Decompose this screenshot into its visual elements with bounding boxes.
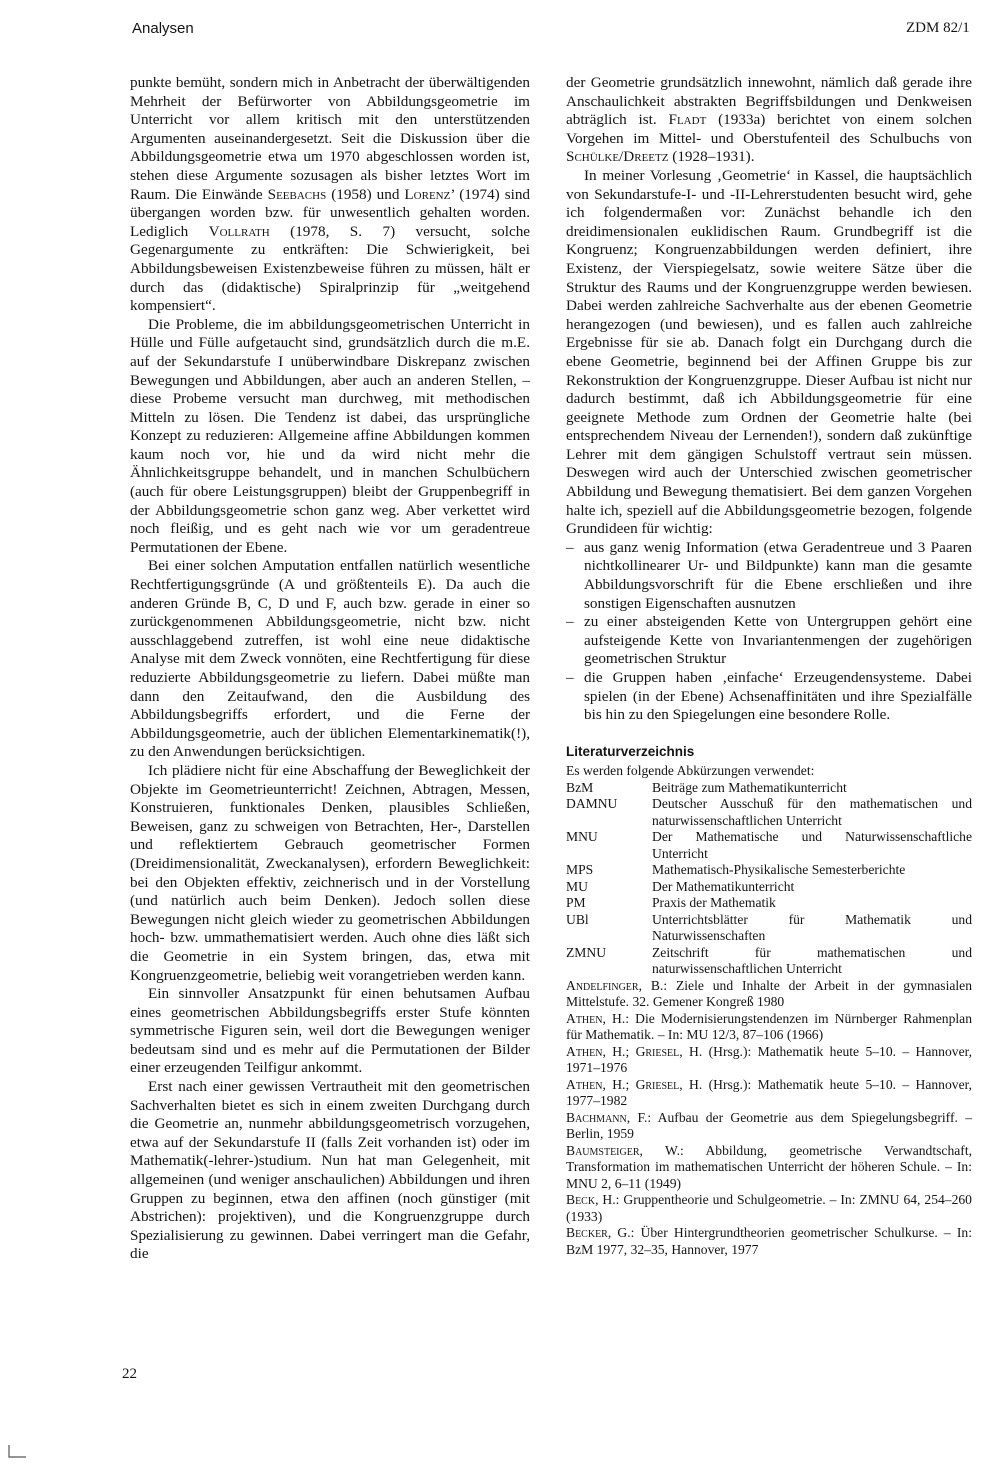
reference-entry: Athen, H.; Griesel, H. (Hrsg.): Mathematik heute 5–10. – Hannover, 1971–1976 [566,1043,972,1076]
running-head-section: Analysen [132,20,194,37]
list-item: – die Gruppen haben ‚einfache‘ Erzeugendensysteme. Dabei spielen (in der Ebene) Achsenaffinitäten und ihre Spezialfälle bis hin zu den Spiegelungen eine besondere Rolle. [566,669,972,725]
author-name: Vollrath [208,222,270,240]
paragraph: Die Probleme, die im abbildungsgeometrischen Unterricht in Hülle und Fülle aufgetaucht sind, grundsätzlich durch die m.E. auf der Sekundarstufe I unüberwindbare Diskrepanz zwischen Bewegungen und Abbildungen, aber auch an anderen Stellen, – diese Probeme versucht man durchweg, mit methodischen Mitteln zu lösen. Die Tendenz ist dabei, das ursprüngliche Konzept zu reduzieren: Allgemeine affine Abbildungen kommen kaum noch vor, hie und da wird nicht mehr die Ähnlichkeitsgruppe behandelt, und in manchen Schulbüchern (auch für obere Leistungsgruppen) bleibt der Gruppenbegriff in der Abbildungsgeometrie schon ganz weg. Aber verkettet wird noch fleißig, und es geht nach wie vor um geradentreue Permutationen der Ebene. [130,315,530,556]
reference-entry: Beck, H.: Gruppentheorie und Schulgeometrie. – In: ZMNU 64, 254–260 (1933) [566,1192,972,1224]
abbreviation-row: PM Praxis der Mathematik [566,895,776,911]
abbreviation-row: BzM Beiträge zum Mathematikunterricht [566,779,847,795]
paragraph: Ein sinnvoller Ansatzpunkt für einen behutsamen Aufbau eines geometrischen Abbildungsbegriffs erster Stufe könnten symmetrische Figuren sein, weil dort die Bewegungen weniger bedeutsam sind und es mehr auf die Permutationen der Bilder einer erzeugenden Teilfigur ankommt. [130,985,530,1077]
paragraph: der Geometrie grundsätzlich innewohnt, nämlich daß gerade ihre Anschaulichkeit abstrakten Begriffsbildungen und Denkweisen abträglich ist. Fladt (1933a) berichtet von einem solchen Vorgehen im Mittel- und Oberstufenteil des Schulbuchs von Schülke/Dreetz (1928–1931). [566,74,973,166]
paragraph: Bei einer solchen Amputation entfallen natürlich wesentliche Rechtfertigungsgründe (A und größtenteils E). Da auch die anderen Gründe B, C, D und F, auch bzw. gerade in einer so zurückgenommenen Abbildungsgeometrie, nicht bzw. nicht ausschlaggebend zutreffen, ist wohl eine neue didaktische Analyse mit dem Zweck vonnöten, eine Rechtfertigung für diese reduzierte Abbildungsgeometrie zu liefern. Dabei müßte man dann den Zeitaufwand, den die Ausbildung des Abbildungsbegriffs erfordert, und die Ferne der Abbildungsgeometrie, auch der üblichen Elementarkinematik(!), zu den Anwendungen berücksichtigen. [130,557,530,761]
reference-entry: Athen, H.: Die Modernisierungstendenzen im Nürnberger Rahmenplan für Mathematik. – In: MU 12/3, 87–106 (1966) [566,1010,972,1043]
paragraph: In meiner Vorlesung ‚Geometrie‘ in Kassel, die hauptsächlich von Sekundarstufe-I- und -II-Lehrerstudenten besucht wird, gehe ich folgendermaßen vor: Zunächst behandle ich den dreidimensionalen euklidischen Raum. Grundbegriff ist die Kongruenz; Kongruenzabbildungen werden definiert, ihre Existenz, der Vierspiegelsatz, sowie weitere Sätze über die Struktur des Raums und der Kongruenzgruppe werden bewiesen. Dabei werden zahlreiche Sachverhalte aus der ebenen Geometrie herangezogen (und bewiesen), und es fallen auch zahlreiche Ergebnisse für sie ab. Danach folgt ein Durchgang durch die ebene Geometrie, beginnend bei der Affinen Gruppe bis zur Rekonstruktion der Kongruenzgruppe. Dieser Aufbau ist nicht nur dadurch bestimmt, daß ich Abbildungsgeometrie für eine geeignete Methode zum Ordnen der Geometrie halte (bei entsprechendem Niveau der Lernenden!), sondern daß zukünftige Lehrer mit dem gängigen Schulstoff vertraut sein müssen. Deswegen wird auch der Unterschied zwischen geometrischer Abbildung und Bewegung thematisiert. Bei dem ganzen Vorgehen halte ich, speziell auf die Abbildungsgeometrie bezogen, folgende Grundideen für wichtig: [566,166,972,538]
paragraph: Erst nach einer gewissen Vertrautheit mit den geometrischen Sachverhalten bietet es sich in einem zweiten Durchgang durch die Geometrie an, nunmehr abbildungsgeometrisch vorzugehen, etwa auf der Sekundarstufe II (falls Zeit vorhanden ist) oder im Mathematik(-lehrer-)studium. Nun hat man Gelegenheit, mit allgemeinen (und weniger anschaulichen) Abbildungen und ihren Gruppen zu beginnen, etwa den affinen (noch günstiger (mit Abstrichen): projektiven), und die Kongruenzgruppe durch Spezialisierung zu gewinnen. Dabei verringert man die Gefahr, die [130,1078,530,1263]
abbreviation-row: MU Der Mathematikunterricht [566,878,795,894]
abbreviations-intro: Es werden folgende Abkürzungen verwendet: [566,763,815,779]
crop-mark-icon [6,1444,28,1460]
abbreviation-row: MNU Der Mathematische und Naturwissenschaftliche Unterricht [566,829,972,861]
author-name: Schülke/Dreetz [566,148,669,166]
reference-list [566,978,972,1259]
paragraph: Ich plädiere nicht für eine Abschaffung der Beweglichkeit der Objekte im Geometrieunterricht! Zeichnen, Abtragen, Messen, Konstruieren, funktionales Denken, plausibles Schließen, Beweisen, ganz zu schweigen von Betrachten, Her-, Darstellen und reflektiertem Gebrauch geometrischer Formen (Dreidimensionalität, Zweckanalysen), erfordern Beweglichkeit: bei den Objekten effektiv, zeichnerisch und in der Vorstellung (und natürlich auch beim Denken). Jedoch sollen diese Bewegungen nicht gleich wieder zu geometrischen Abbildungen hoch- bzw. ummathematisiert werden. Auch ohne dies läßt sich die Geometrie in ein System bringen, das, etwa mit Kongruenzgeometrie, beliebig weit vorangetrieben werden kann. [130,761,530,984]
author-name: Lorenz [404,185,451,203]
author-name: Seebachs [267,185,327,203]
list-item: – zu einer absteigenden Kette von Untergruppen gehört eine aufsteigende Kette von Invariantenmengen der zugehörigen geometrischen Struktur [566,613,972,669]
bibliography-heading: Literaturverzeichnis [566,743,695,759]
abbreviation-list [566,780,972,978]
running-head-journal: ZDM 82/1 [906,20,970,36]
paragraph: punkte bemüht, sondern mich in Anbetracht der überwältigenden Mehrheit der Befürworter von Abbildungsgeometrie im Unterricht vor allem kritisch mit den unterstützenden Argumenten auseinandergesetzt. Seit die Diskussion über die Abbildungsgeometrie etwa um 1970 abgeschlossen worden ist, stehen diese Argumente sozusagen als bisher letztes Wort im Raum. Die Einwände Seebachs (1958) und Lorenz’ (1974) sind übergangen worden bzw. für unwesentlich gehalten worden. Lediglich Vollrath (1978, S. 7) versucht, solche Gegenargumente zu entkräften: Die Schwierigkeit, bei Abbildungsbeweisen Existenzbeweise führen zu müssen, hält er durch das (didaktische) Spiralprinzip für „weitgehend kompensiert“. [130,74,531,315]
idea-list [566,539,972,725]
author-name: Fladt [668,111,707,129]
reference-entry: Becker, G.: Über Hintergrundtheorien geometrischer Schulkurse. – In: BzM 1977, 32–35, Hannover, 1977 [566,1225,972,1257]
list-item: – aus ganz wenig Information (etwa Geradentreue und 3 Paaren nichtkollinearer Ur- und Bildpunkte) kann man die gesamte Abbildungsvorschrift für die Ebene erschließen und ihre sonstigen Eigenschaften ausnutzen [566,539,972,613]
abbreviation-row: ZMNU Zeitschrift für mathematischen und naturwissenschaftlichen Unterricht [566,944,972,977]
right-column [566,74,972,1258]
reference-entry: Andelfinger, B.: Ziele und Inhalte der Arbeit in der gymnasialen Mittelstufe. 32. Gemener Kongreß 1980 [566,977,973,1010]
abbreviation-row: MPS Mathematisch-Physikalische Semesterberichte [566,862,906,878]
reference-entry: Baumsteiger, W.: Abbildung, geometrische Verwandtschaft, Transformation im mathematischen Unterricht der höheren Schule. – In: MNU 2, 6–11 (1949) [566,1142,972,1191]
reference-entry: Athen, H.; Griesel, H. (Hrsg.): Mathematik heute 5–10. – Hannover, 1977–1982 [566,1076,972,1109]
left-column [130,74,530,1264]
page-number: 22 [122,1366,137,1382]
reference-entry: Bachmann, F.: Aufbau der Geometrie aus dem Spiegelungsbegriff. – Berlin, 1959 [566,1109,972,1142]
abbreviation-row: UBl Unterrichtsblätter für Mathematik und Naturwissenschaften [566,911,972,944]
abbreviation-row: DAMNU Deutscher Ausschuß für den mathematischen und naturwissenschaftlichen Unterricht [566,796,972,828]
